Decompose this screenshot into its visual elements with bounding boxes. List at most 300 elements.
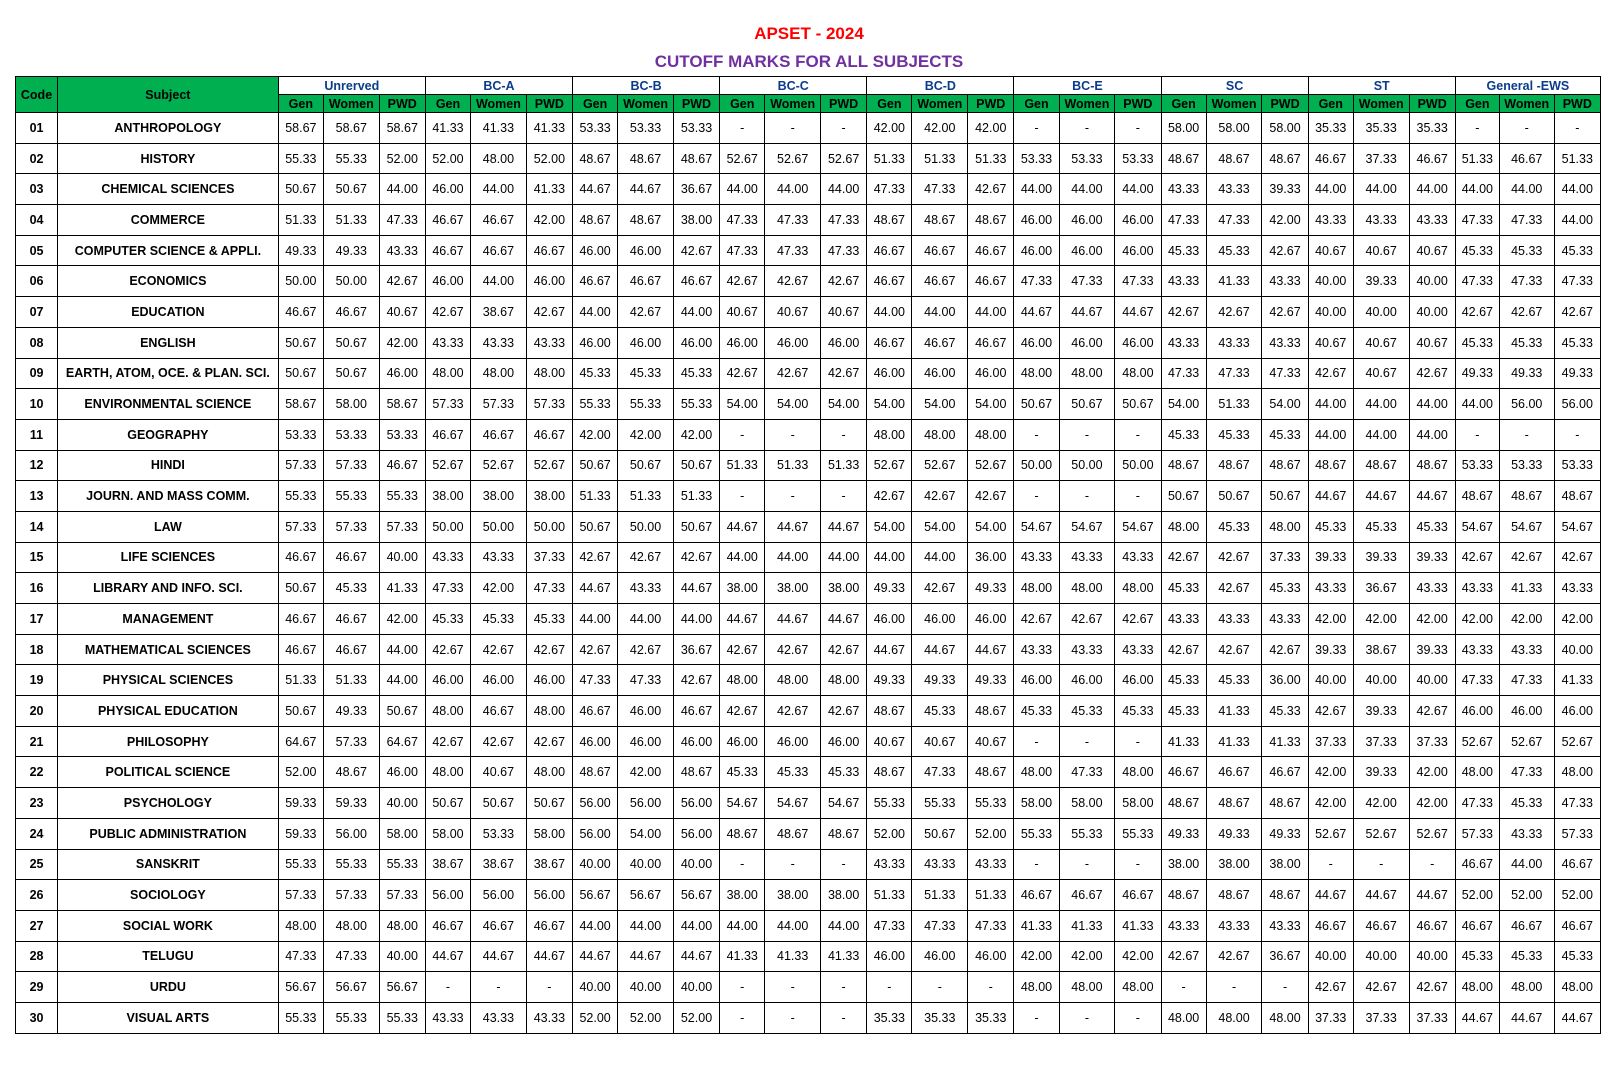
cutoff-cell: 46.67 (1353, 910, 1409, 941)
cutoff-cell: 46.67 (1409, 910, 1455, 941)
cutoff-cell: 51.33 (867, 143, 912, 174)
cutoff-cell: 50.67 (618, 450, 674, 481)
cutoff-cell: 59.33 (323, 788, 379, 819)
cutoff-cell: 51.33 (1206, 389, 1262, 420)
cutoff-cell: 46.67 (526, 419, 572, 450)
cutoff-cell: 45.33 (765, 757, 821, 788)
cutoff-cell: 46.00 (867, 941, 912, 972)
cutoff-cell: 41.33 (379, 573, 425, 604)
cutoff-cell: 46.00 (1059, 665, 1115, 696)
cutoff-cell: 52.00 (1499, 880, 1554, 911)
code-header: Code (16, 77, 58, 113)
cutoff-cell: - (765, 1002, 821, 1033)
cutoff-cell: 44.00 (1499, 174, 1554, 205)
cutoff-cell: 42.00 (618, 419, 674, 450)
cutoff-cell: 47.33 (1499, 266, 1554, 297)
cutoff-cell: 46.67 (968, 266, 1014, 297)
cutoff-cell: 45.33 (1161, 235, 1206, 266)
cutoff-cell: 44.00 (1059, 174, 1115, 205)
cutoff-cell: 51.33 (912, 880, 968, 911)
cutoff-cell: 41.33 (1206, 696, 1262, 727)
cutoff-cell: - (1455, 419, 1499, 450)
page-title: APSET - 2024 (754, 24, 864, 43)
cutoff-cell: 43.33 (379, 235, 425, 266)
cutoff-cell: 46.67 (323, 542, 379, 573)
cutoff-cell: 46.00 (425, 665, 470, 696)
cutoff-cell: 53.33 (323, 419, 379, 450)
cutoff-cell: 42.67 (1161, 634, 1206, 665)
cutoff-cell: 40.67 (968, 726, 1014, 757)
cutoff-cell: 40.67 (867, 726, 912, 757)
row-subject: SANSKRIT (58, 849, 279, 880)
cutoff-cell: 38.00 (821, 573, 867, 604)
cutoff-cell: 50.67 (323, 327, 379, 358)
cutoff-cell: 56.00 (573, 818, 618, 849)
cutoff-cell: 58.67 (323, 113, 379, 144)
row-subject: GEOGRAPHY (58, 419, 279, 450)
cutoff-cell: - (425, 972, 470, 1003)
cutoff-cell: 42.00 (573, 419, 618, 450)
cutoff-cell: 44.00 (912, 542, 968, 573)
subcategory-header: PWD (821, 95, 867, 113)
cutoff-cell: 46.67 (278, 297, 323, 328)
cutoff-cell: 42.67 (1206, 297, 1262, 328)
cutoff-cell: 52.67 (1308, 818, 1353, 849)
cutoff-cell: 38.67 (471, 849, 527, 880)
cutoff-cell: 46.00 (912, 941, 968, 972)
cutoff-cell: 43.33 (1262, 327, 1308, 358)
cutoff-cell: 40.67 (912, 726, 968, 757)
cutoff-cell: 58.00 (379, 818, 425, 849)
cutoff-cell: 47.33 (765, 235, 821, 266)
cutoff-cell: 42.00 (1262, 205, 1308, 236)
row-subject: MATHEMATICAL SCIENCES (58, 634, 279, 665)
cutoff-cell: 53.33 (673, 113, 719, 144)
cutoff-cell: 42.67 (526, 297, 572, 328)
cutoff-cell: 45.33 (1353, 511, 1409, 542)
cutoff-cell: - (765, 481, 821, 512)
cutoff-cell: 52.00 (573, 1002, 618, 1033)
cutoff-cell: 44.00 (1409, 389, 1455, 420)
row-code: 18 (16, 634, 58, 665)
cutoff-cell: 46.00 (618, 696, 674, 727)
cutoff-cell: 46.00 (379, 358, 425, 389)
cutoff-cell: 44.00 (673, 604, 719, 635)
cutoff-cell: 44.67 (1554, 1002, 1600, 1033)
subcategory-header: Women (912, 95, 968, 113)
row-subject: COMPUTER SCIENCE & APPLI. (58, 235, 279, 266)
cutoff-cell: 48.67 (573, 143, 618, 174)
cutoff-cell: - (765, 113, 821, 144)
row-subject: LIBRARY AND INFO. SCI. (58, 573, 279, 604)
cutoff-cell: 39.33 (1353, 266, 1409, 297)
cutoff-cell: 43.33 (1262, 604, 1308, 635)
row-code: 09 (16, 358, 58, 389)
cutoff-cell: - (1409, 849, 1455, 880)
cutoff-cell: 42.67 (1161, 542, 1206, 573)
cutoff-cell: 44.00 (471, 174, 527, 205)
cutoff-cell: 48.00 (1161, 1002, 1206, 1033)
cutoff-cell: 36.67 (673, 174, 719, 205)
cutoff-cell: 41.33 (765, 941, 821, 972)
row-code: 29 (16, 972, 58, 1003)
cutoff-cell: 42.67 (618, 542, 674, 573)
cutoff-cell: 50.67 (278, 174, 323, 205)
cutoff-cell: 46.00 (673, 726, 719, 757)
cutoff-cell: 47.33 (821, 205, 867, 236)
cutoff-cell: 40.00 (379, 941, 425, 972)
cutoff-cell: 54.67 (1455, 511, 1499, 542)
cutoff-cell: 40.00 (1353, 665, 1409, 696)
cutoff-cell: 42.67 (1059, 604, 1115, 635)
cutoff-cell: 48.67 (821, 818, 867, 849)
cutoff-cell: 41.33 (1059, 910, 1115, 941)
subcategory-header: Gen (425, 95, 470, 113)
cutoff-cell: 54.00 (912, 389, 968, 420)
cutoff-cell: 51.33 (912, 143, 968, 174)
cutoff-cell: 42.67 (867, 481, 912, 512)
cutoff-cell: 49.33 (968, 665, 1014, 696)
row-code: 28 (16, 941, 58, 972)
cutoff-cell: 57.33 (278, 450, 323, 481)
cutoff-cell: 38.67 (1353, 634, 1409, 665)
cutoff-cell: - (720, 1002, 765, 1033)
cutoff-cell: 53.33 (1455, 450, 1499, 481)
cutoff-cell: 48.00 (1262, 1002, 1308, 1033)
cutoff-cell: 50.00 (618, 511, 674, 542)
cutoff-cell: 48.67 (1262, 450, 1308, 481)
cutoff-cell: 48.67 (573, 205, 618, 236)
subcategory-header: PWD (1262, 95, 1308, 113)
cutoff-cell: - (912, 972, 968, 1003)
cutoff-cell: 42.00 (471, 573, 527, 604)
cutoff-cell: 51.33 (278, 665, 323, 696)
cutoff-cell: 47.33 (1455, 788, 1499, 819)
cutoff-cell: 46.67 (425, 235, 470, 266)
cutoff-cell: 42.67 (1499, 297, 1554, 328)
subcategory-header: Women (1353, 95, 1409, 113)
cutoff-cell: 45.33 (1455, 941, 1499, 972)
cutoff-cell: 47.33 (379, 205, 425, 236)
cutoff-cell: 48.00 (1115, 972, 1161, 1003)
cutoff-cell: 46.67 (573, 696, 618, 727)
cutoff-cell: 41.33 (1554, 665, 1600, 696)
cutoff-cell: 42.67 (1409, 972, 1455, 1003)
cutoff-cell: 44.67 (618, 941, 674, 972)
cutoff-cell: 40.67 (720, 297, 765, 328)
cutoff-cell: 55.33 (278, 481, 323, 512)
cutoff-cell: 52.00 (379, 143, 425, 174)
table-row (16, 358, 1601, 389)
subcategory-header: Gen (573, 95, 618, 113)
cutoff-cell: 56.00 (1554, 389, 1600, 420)
cutoff-cell: 41.33 (1206, 726, 1262, 757)
cutoff-cell: 40.67 (1308, 235, 1353, 266)
cutoff-cell: 43.33 (1014, 634, 1059, 665)
cutoff-cell: 52.67 (867, 450, 912, 481)
cutoff-cell: 44.00 (1353, 389, 1409, 420)
cutoff-cell: 48.67 (673, 143, 719, 174)
cutoff-cell: 46.67 (1308, 910, 1353, 941)
cutoff-cell: 46.00 (1059, 327, 1115, 358)
cutoff-cell: 48.67 (1262, 880, 1308, 911)
cutoff-cell: 52.67 (1455, 726, 1499, 757)
cutoff-cell: 42.67 (379, 266, 425, 297)
table-row (16, 113, 1601, 144)
cutoff-cell: 48.00 (1014, 757, 1059, 788)
cutoff-cell: 44.00 (867, 542, 912, 573)
cutoff-cell: 36.00 (1262, 665, 1308, 696)
cutoff-cell: 53.33 (1554, 450, 1600, 481)
subcategory-header: PWD (968, 95, 1014, 113)
cutoff-cell: 43.33 (867, 849, 912, 880)
cutoff-cell: 57.33 (278, 511, 323, 542)
cutoff-cell: 45.33 (1499, 788, 1554, 819)
cutoff-cell: 52.00 (968, 818, 1014, 849)
cutoff-cell: 46.67 (1554, 910, 1600, 941)
table-row (16, 481, 1601, 512)
row-subject: LIFE SCIENCES (58, 542, 279, 573)
row-subject: EDUCATION (58, 297, 279, 328)
cutoff-cell: 46.67 (471, 910, 527, 941)
cutoff-cell: 54.67 (720, 788, 765, 819)
row-subject: ANTHROPOLOGY (58, 113, 279, 144)
cutoff-cell: 46.00 (1115, 327, 1161, 358)
cutoff-cell: 55.33 (867, 788, 912, 819)
cutoff-cell: 48.67 (912, 205, 968, 236)
cutoff-cell: 41.33 (425, 113, 470, 144)
cutoff-cell: 46.67 (912, 266, 968, 297)
cutoff-cell: 52.67 (526, 450, 572, 481)
cutoff-cell: 46.00 (471, 665, 527, 696)
cutoff-cell: - (1014, 113, 1059, 144)
cutoff-cell: 51.33 (867, 880, 912, 911)
row-subject: MANAGEMENT (58, 604, 279, 635)
cutoff-cell: 48.67 (1262, 143, 1308, 174)
cutoff-cell: 47.33 (821, 235, 867, 266)
cutoff-cell: - (1554, 419, 1600, 450)
table-row (16, 726, 1601, 757)
cutoff-cell: 44.67 (821, 604, 867, 635)
cutoff-cell: 56.00 (323, 818, 379, 849)
cutoff-cell: 48.00 (1554, 757, 1600, 788)
cutoff-cell: 38.00 (1206, 849, 1262, 880)
cutoff-cell: 44.00 (1353, 419, 1409, 450)
cutoff-cell: 53.33 (471, 818, 527, 849)
cutoff-cell: 47.33 (1206, 358, 1262, 389)
cutoff-cell: 45.33 (1262, 419, 1308, 450)
cutoff-cell: 46.00 (573, 235, 618, 266)
cutoff-cell: 46.67 (968, 235, 1014, 266)
cutoff-cell: 42.00 (1353, 604, 1409, 635)
cutoff-cell: 41.33 (471, 113, 527, 144)
cutoff-cell: 44.67 (1059, 297, 1115, 328)
cutoff-cell: 48.67 (1161, 450, 1206, 481)
cutoff-cell: 48.00 (765, 665, 821, 696)
cutoff-cell: 46.00 (1499, 696, 1554, 727)
cutoff-cell: 52.67 (968, 450, 1014, 481)
cutoff-cell: 54.00 (821, 389, 867, 420)
cutoff-cell: 46.00 (765, 726, 821, 757)
cutoff-cell: 44.00 (765, 542, 821, 573)
row-code: 17 (16, 604, 58, 635)
cutoff-cell: 54.67 (1014, 511, 1059, 542)
cutoff-cell: 46.67 (471, 419, 527, 450)
cutoff-cell: 38.00 (720, 880, 765, 911)
cutoff-cell: 48.00 (1014, 358, 1059, 389)
cutoff-cell: 42.67 (1409, 696, 1455, 727)
cutoff-cell: 56.00 (618, 788, 674, 819)
cutoff-cell: 45.33 (471, 604, 527, 635)
cutoff-cell: - (968, 972, 1014, 1003)
cutoff-cell: 58.67 (278, 389, 323, 420)
cutoff-cell: 44.67 (425, 941, 470, 972)
cutoff-cell: 52.00 (618, 1002, 674, 1033)
cutoff-cell: 40.00 (1554, 634, 1600, 665)
cutoff-cell: 43.33 (1262, 266, 1308, 297)
cutoff-cell: 55.33 (278, 1002, 323, 1033)
cutoff-cell: 47.33 (720, 205, 765, 236)
cutoff-cell: - (821, 419, 867, 450)
cutoff-cell: - (1499, 419, 1554, 450)
cutoff-cell: 43.33 (1353, 205, 1409, 236)
table-row (16, 604, 1601, 635)
cutoff-cell: 55.33 (1014, 818, 1059, 849)
table-row (16, 511, 1601, 542)
cutoff-cell: 35.33 (968, 1002, 1014, 1033)
cutoff-cell: 42.00 (379, 604, 425, 635)
row-subject: ENVIRONMENTAL SCIENCE (58, 389, 279, 420)
row-subject: HISTORY (58, 143, 279, 174)
cutoff-cell: 46.67 (323, 604, 379, 635)
row-code: 10 (16, 389, 58, 420)
cutoff-cell: 44.00 (821, 542, 867, 573)
cutoff-cell: 42.67 (1308, 972, 1353, 1003)
cutoff-cell: 48.00 (912, 419, 968, 450)
cutoff-cell: 45.33 (1499, 327, 1554, 358)
cutoff-cell: 45.33 (1059, 696, 1115, 727)
cutoff-cell: 45.33 (618, 358, 674, 389)
cutoff-cell: 46.67 (1499, 910, 1554, 941)
row-subject: PHILOSOPHY (58, 726, 279, 757)
cutoff-cell: 46.00 (379, 757, 425, 788)
cutoff-cell: 43.33 (471, 327, 527, 358)
cutoff-cell: 45.33 (1554, 941, 1600, 972)
table-row (16, 327, 1601, 358)
cutoff-cell: 44.67 (720, 604, 765, 635)
cutoff-cell: 50.00 (471, 511, 527, 542)
cutoff-cell: 50.67 (278, 327, 323, 358)
cutoff-cell: 54.00 (867, 389, 912, 420)
cutoff-cell: 48.67 (968, 696, 1014, 727)
cutoff-cell: 46.00 (1014, 665, 1059, 696)
cutoff-cell: 45.33 (1499, 941, 1554, 972)
cutoff-cell: 50.67 (323, 174, 379, 205)
row-code: 03 (16, 174, 58, 205)
subcategory-header: Gen (1014, 95, 1059, 113)
row-code: 25 (16, 849, 58, 880)
cutoff-cell: 47.33 (1455, 665, 1499, 696)
table-row (16, 573, 1601, 604)
cutoff-cell: 47.33 (765, 205, 821, 236)
cutoff-cell: 47.33 (912, 174, 968, 205)
cutoff-cell: 50.67 (278, 358, 323, 389)
cutoff-cell: 46.00 (1554, 696, 1600, 727)
cutoff-cell: 43.33 (1206, 910, 1262, 941)
cutoff-cell: 42.67 (1206, 941, 1262, 972)
cutoff-cell: 38.00 (720, 573, 765, 604)
cutoff-cell: 47.33 (1115, 266, 1161, 297)
cutoff-cell: 42.67 (673, 542, 719, 573)
cutoff-cell: 48.67 (720, 818, 765, 849)
cutoff-cell: 52.67 (471, 450, 527, 481)
cutoff-cell: 46.00 (765, 327, 821, 358)
cutoff-cell: 42.67 (1409, 358, 1455, 389)
cutoff-cell: 46.00 (1059, 205, 1115, 236)
cutoff-cell: 42.67 (1308, 696, 1353, 727)
cutoff-cell: 50.67 (323, 358, 379, 389)
row-code: 02 (16, 143, 58, 174)
cutoff-cell: 43.33 (1262, 910, 1308, 941)
cutoff-cell: 43.33 (1161, 910, 1206, 941)
cutoff-cell: 48.67 (1206, 880, 1262, 911)
cutoff-cell: 54.00 (912, 511, 968, 542)
cutoff-cell: 36.67 (673, 634, 719, 665)
cutoff-cell: - (821, 849, 867, 880)
cutoff-cell: 43.33 (1161, 604, 1206, 635)
cutoff-cell: 46.00 (1115, 665, 1161, 696)
cutoff-cell: 48.00 (1115, 358, 1161, 389)
subcategory-header: Women (1499, 95, 1554, 113)
cutoff-cell: 46.67 (1014, 880, 1059, 911)
cutoff-cell: 42.67 (1161, 297, 1206, 328)
cutoff-cell: 50.67 (471, 788, 527, 819)
cutoff-cell: 46.00 (1059, 235, 1115, 266)
cutoff-cell: 49.33 (1455, 358, 1499, 389)
cutoff-cell: 37.33 (1409, 1002, 1455, 1033)
cutoff-cell: 47.33 (1206, 205, 1262, 236)
row-subject: CHEMICAL SCIENCES (58, 174, 279, 205)
cutoff-cell: 46.00 (720, 726, 765, 757)
cutoff-cell: 58.67 (379, 389, 425, 420)
cutoff-cell: 57.33 (323, 511, 379, 542)
cutoff-cell: 46.00 (526, 266, 572, 297)
cutoff-cell: 48.00 (471, 143, 527, 174)
subcategory-header: PWD (1554, 95, 1600, 113)
cutoff-cell: 47.33 (1499, 665, 1554, 696)
cutoff-cell: 46.00 (867, 604, 912, 635)
cutoff-cell: 46.67 (1455, 910, 1499, 941)
cutoff-cell: 40.67 (1409, 235, 1455, 266)
cutoff-cell: 46.67 (471, 235, 527, 266)
row-subject: PSYCHOLOGY (58, 788, 279, 819)
cutoff-cell: 46.00 (618, 235, 674, 266)
cutoff-cell: 46.67 (867, 266, 912, 297)
cutoff-cell: 43.33 (1115, 634, 1161, 665)
cutoff-cell: 39.33 (1262, 174, 1308, 205)
cutoff-cell: 44.67 (1353, 880, 1409, 911)
cutoff-cell: 51.33 (278, 205, 323, 236)
cutoff-cell: - (821, 113, 867, 144)
table-row (16, 389, 1601, 420)
subcategory-header: PWD (673, 95, 719, 113)
table-row (16, 266, 1601, 297)
cutoff-cell: 52.00 (1455, 880, 1499, 911)
subcategory-header: PWD (526, 95, 572, 113)
cutoff-cell: 46.67 (526, 910, 572, 941)
cutoff-cell: 39.33 (1409, 542, 1455, 573)
cutoff-cell: 42.67 (1499, 542, 1554, 573)
